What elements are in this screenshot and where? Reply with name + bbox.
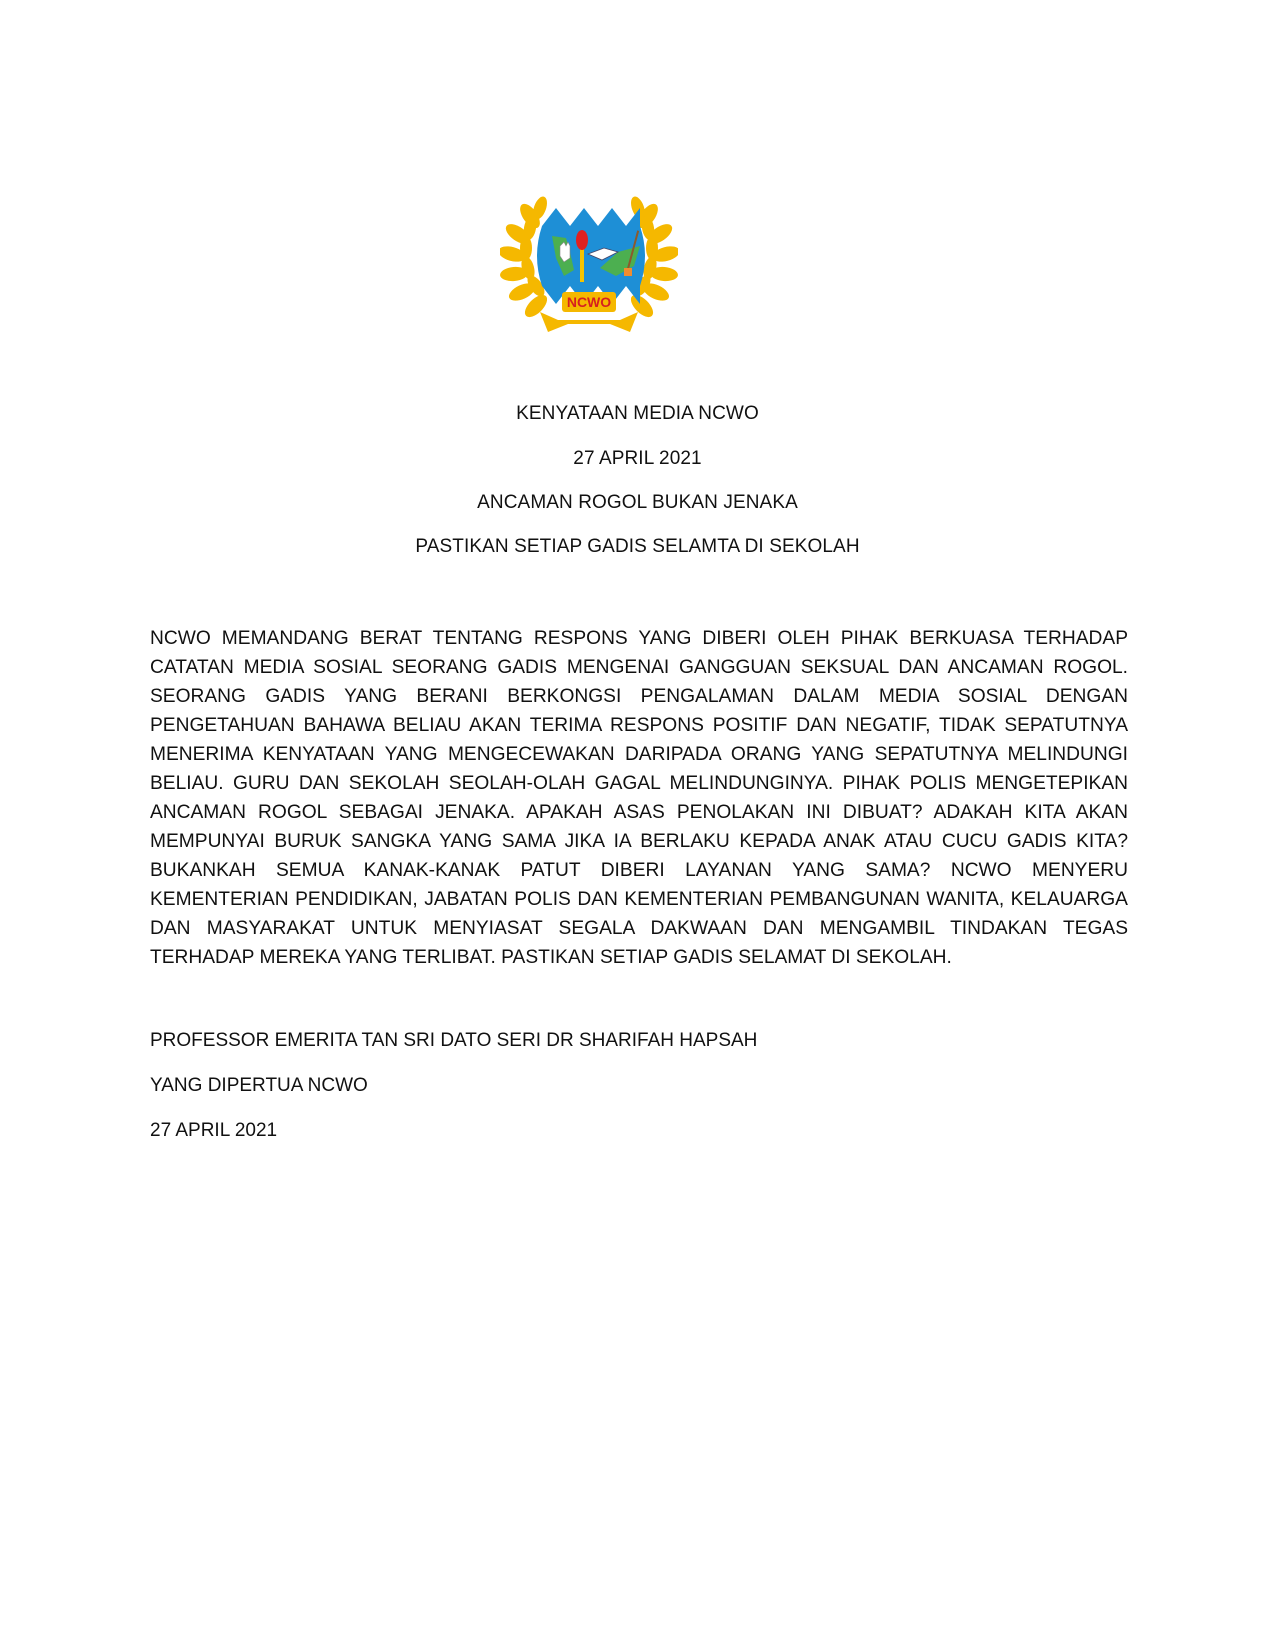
subheadline: PASTIKAN SETIAP GADIS SELAMTA DI SEKOLAH xyxy=(415,536,860,557)
signatory-position: YANG DIPERTUA NCWO xyxy=(150,1075,368,1096)
statement-paragraph: NCWO MEMANDANG BERAT TENTANG RESPONS YANG DIBERI OLEH PIHAK BERKUASA TERHADAP CATATAN MEDIA SOSIAL SEORANG GADIS MENGENAI GANGGUAN SEKSUAL DAN ANCAMAN ROGOL. SEORANG GADIS YANG BERANI BERKONGSI PENGALAMAN DALAM MEDIA SOSIAL DENGAN PENGETAHUAN BAHAWA BELIAU AKAN TERIMA RESPONS POSITIF DAN NEGATIF, TIDAK SEPATUTNYA MENERIMA KENYATAAN YANG MENGECEWAKAN DARIPADA ORANG YANG SEPATUTNYA MELINDUNGI BELIAU. GURU DAN SEKOLAH SEOLAH-OLAH GAGAL MELINDUNGINYA. PIHAK POLIS MENGETEPIKAN ANCAMAN ROGOL SEBAGAI JENAKA. APAKAH ASAS PENOLAKAN INI DIBUAT? ADAKAH KITA AKAN MEMPUNYAI BURUK SANGKA YANG SAMA JIKA IA BERLAKU KEPADA ANAK ATAU CUCU GADIS KITA? BUKANKAH SEMUA KANAK-KANAK PATUT DIBERI LAYANAN YANG SAMA? NCWO MENYERU KEMENTERIAN PENDIDIKAN, JABATAN POLIS DAN KEMENTERIAN PEMBANGUNAN WANITA, KELAUARGA DAN MASYARAKAT UNTUK MENYIASAT SEGALA DAKWAAN DAN MENGAMBIL TINDAKAN TEGAS TERHADAP MEREKA YANG TERLIBAT. PASTIKAN SETIAP GADIS SELAMAT DI SEKOLAH. xyxy=(150,628,1128,968)
torch-icon xyxy=(580,248,584,282)
signatory-name: PROFESSOR EMERITA TAN SRI DATO SERI DR SHARIFAH HAPSAH xyxy=(150,1030,758,1051)
document-title: KENYATAAN MEDIA NCWO xyxy=(516,403,759,424)
ncwo-emblem-icon xyxy=(500,186,678,336)
document-date: 27 APRIL 2021 xyxy=(573,448,702,469)
ncwo-label: NCWO xyxy=(566,294,612,310)
signature-date: 27 APRIL 2021 xyxy=(150,1120,278,1141)
headline: ANCAMAN ROGOL BUKAN JENAKA xyxy=(477,492,798,513)
ncwo-logo xyxy=(500,186,678,336)
